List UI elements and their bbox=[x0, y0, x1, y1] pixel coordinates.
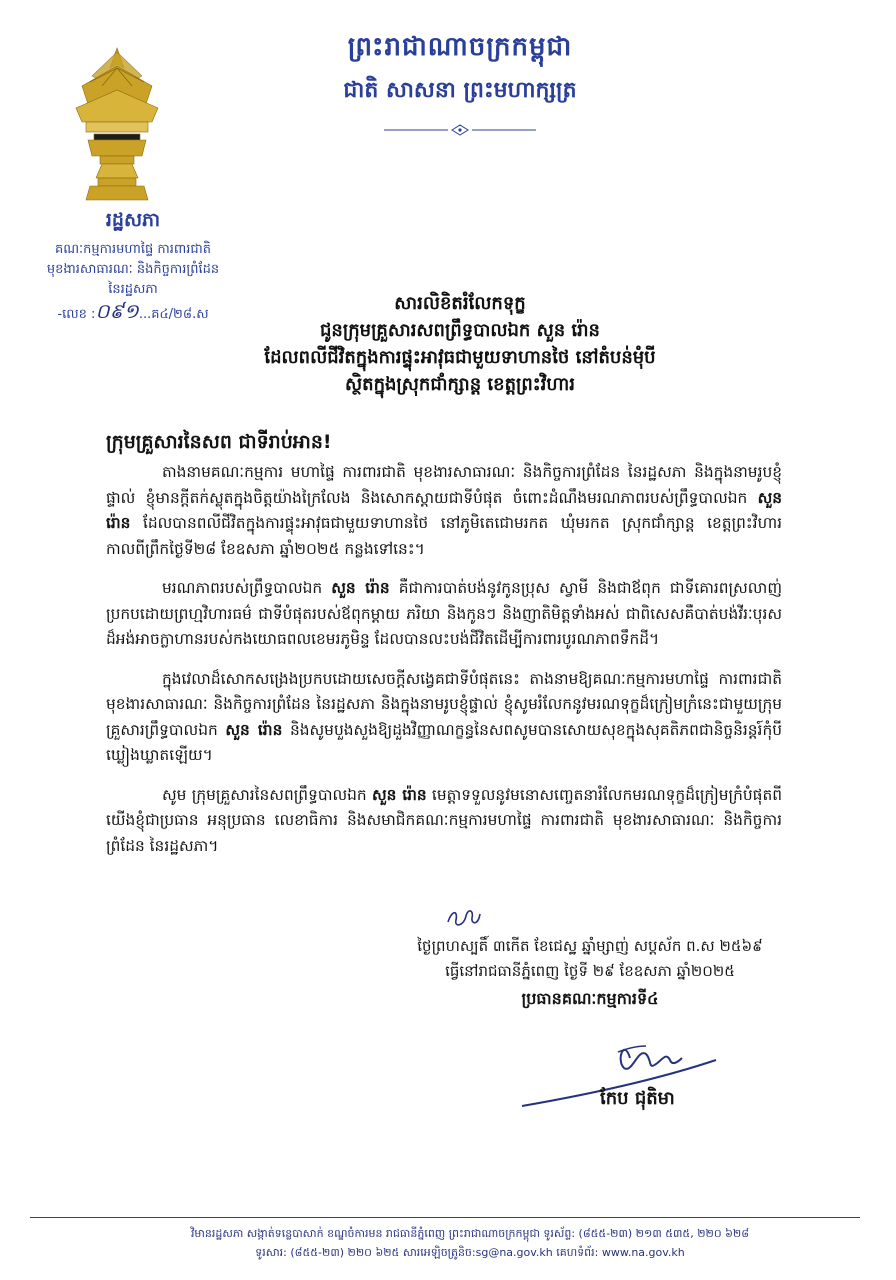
org-line-2: មុខងារសាធារណៈ និងកិច្ចការព្រំដែន bbox=[46, 262, 220, 277]
paragraph-4 bbox=[106, 783, 782, 860]
p4-text-a: សូម ក្រុមគ្រួសារនៃសពព្រឹទ្ធបាលឯក bbox=[162, 785, 372, 804]
org-name: រដ្ឋសភា bbox=[105, 209, 161, 231]
handwritten-initial-icon bbox=[444, 904, 484, 932]
p1-deceased-name: សួន រ៉ោន bbox=[106, 488, 782, 532]
ref-number-handwritten: ០៩១ bbox=[95, 299, 139, 323]
title-line-3: ដែលពលីជីវិតក្នុងការផ្ទុះអាវុធជាមួយទាហានថៃ នៅតំបន់មុំបី bbox=[264, 347, 656, 368]
p2-text-a: មរណភាពរបស់ព្រឹទ្ធបាលឯក bbox=[162, 579, 332, 597]
p3-text-b: និងសូមបួងសួងឱ្យដួងវិញ្ញាណក្ខន្ធនៃសពសូមបានសោយសុខក្នុងសុគតិភពជានិច្ចនិរន្តរ៍កុំបីឃ្លៀងឃ្លាតឡើយ។ bbox=[106, 720, 782, 764]
lunar-date: ថ្ងៃព្រហស្បតិ៍ ៣កើត ខែជេស្ឋ ឆ្នាំម្សាញ់ សប្តស័ក ព.ស ២៥៦៩ bbox=[417, 937, 763, 955]
p2-deceased-name: សួន រ៉ោន bbox=[331, 579, 390, 597]
footer-divider bbox=[30, 1217, 860, 1218]
footer-fax-email-web: ទូរសារ: (៨៥៥-២៣) ២២០ ៦២៥ សារអេឡិចត្រូនិច:sg@na.gov.kh គេហទំព័រ: www.na.gov.kh bbox=[255, 1246, 685, 1259]
title-line-1: សារលិខិតរំលែកទុក្ខ bbox=[394, 293, 526, 314]
p4-text-b: មេត្តាទទួលនូវមនោសញ្ចេតនារំលែកមរណទុក្ខដ៏ក្រៀមក្រំបំផុតពីយើងខ្ញុំជាប្រធាន អនុប្រធាន លេខាធិការ និងសមាជិកគណៈកម្មការមហាផ្ទៃ ការពារជាតិ មុខងារសាធារណៈ និងកិច្ចការព្រំដែន នៃរដ្ឋសភា។ bbox=[106, 785, 782, 855]
royal-emblem-icon bbox=[72, 46, 162, 202]
paragraph-2 bbox=[106, 576, 782, 653]
ref-prefix: -លេខ : bbox=[57, 307, 96, 322]
title-line-4: ស្ថិតក្នុងស្រុកជាំក្សាន្ត ខេត្តព្រះវិហារ bbox=[345, 374, 575, 395]
p3-deceased-name: សួន រ៉ោន bbox=[225, 720, 283, 739]
p1-text-b: ដែលបានពលីជីវិតក្នុងការផ្ទុះអាវុធជាមួយទាហានថៃ នៅភូមិតេជោមរកត ឃុំមរកត ស្រុកជាំក្សាន្ត ខេត្តព្រះវិហារ កាលពីព្រឹកថ្ងៃទី២៨ ខែឧសភា ឆ្នាំ២០២៥ កន្លងទៅនេះ។ bbox=[106, 514, 782, 558]
ref-suffix: ...គ៤/២៨.ស bbox=[138, 307, 209, 322]
org-line-1: គណៈកម្មការមហាផ្ទៃ ការពារជាតិ bbox=[55, 242, 211, 257]
footer-contact bbox=[90, 1224, 850, 1262]
p1-text-a: តាងនាមគណៈកម្មការ មហាផ្ទៃ ការពារជាតិ មុខងារសាធារណៈ និងកិច្ចការព្រំដែន នៃរដ្ឋសភា និងក្នុងនាមរូបខ្ញុំផ្ទាល់ ខ្ញុំមានក្ដីតក់ស្លុតក្នុងចិត្តយ៉ាងក្រៃលែង និងសោកស្ដាយជាទីបំផុត ចំពោះដំណឹងមរណភាពរបស់ព្រឹទ្ធបាលឯក bbox=[106, 463, 782, 507]
paragraph-3 bbox=[106, 667, 782, 769]
national-motto: ជាតិ សាសនា ព្រះមហាក្សត្រ bbox=[343, 78, 577, 103]
paragraph-1 bbox=[106, 460, 782, 562]
footer-address: វិមានរដ្ឋសភា សង្កាត់ទន្លេបាសាក់ ខណ្ឌចំការមន រាជធានីភ្នំពេញ ព្រះរាជាណាចក្រកម្ពុជា ទូរស័ព្ទ: (៨៥៥-២៣) ២១៣ ៥៣៥, ២២០ ៦២៨ bbox=[190, 1227, 750, 1240]
letter-title bbox=[150, 290, 770, 398]
org-line-3: នៃរដ្ឋសភា bbox=[108, 282, 158, 297]
date-block bbox=[380, 934, 800, 1011]
letter-body bbox=[106, 460, 782, 873]
p3-text-a: ក្នុងវេលាដ៏សោកសង្រេងប្រកបដោយសេចក្ដីសង្វេគជាទីបំផុតនេះ តាងនាមឱ្យគណៈកម្មការមហាផ្ទៃ ការពារជាតិ មុខងារសាធារណៈ និងកិច្ចការព្រំដែន នៃរដ្ឋសភា និងក្នុងនាមរូបខ្ញុំផ្ទាល់ ខ្ញុំសូមរំលែកនូវមរណទុក្ខដ៏ក្រៀមក្រំនេះជាមួយក្រុមគ្រួសារព្រឹទ្ធបាលឯក bbox=[106, 669, 782, 739]
signer-name: កែប ជុតិមា bbox=[600, 1088, 675, 1109]
title-line-2: ជូនក្រុមគ្រួសារសពព្រឹទ្ធបាលឯក សួន រ៉ោន bbox=[320, 320, 600, 341]
signatory-title: ប្រធានគណៈកម្មការទី៤ bbox=[521, 989, 659, 1008]
solar-date: ធ្វើនៅរាជធានីភ្នំពេញ ថ្ងៃទី ២៩ ខែឧសភា ឆ្នាំ២០២៥ bbox=[445, 962, 735, 980]
p4-deceased-name: សួន រ៉ោន bbox=[372, 785, 427, 804]
divider-ornament-icon bbox=[380, 122, 540, 138]
salutation: ក្រុមគ្រួសារនៃសព ជាទីរាប់អាន! bbox=[106, 431, 332, 453]
p2-text-b: គឺជាការបាត់បង់នូវកូនប្រុស ស្វាមី និងជាឪពុក ជាទីគោរពស្រលាញ់ ប្រកបដោយព្រហ្មវិហារធម៌ ជាទីបំផុតរបស់ឪពុកម្ដាយ ភរិយា និងកូនៗ និងញាតិមិត្តទាំងអស់ ជាពិសេសគឺបាត់បង់វីរៈបុរសដ៏អង់អាចក្លាហានរបស់កងយោធពលខេមរភូមិន្ទ ដែលបានលះបង់ជីវិតដើម្បីការពារបូរណភាពទឹកដី។ bbox=[106, 579, 782, 648]
kingdom-heading: ព្រះរាជាណាចក្រកម្ពុជា bbox=[347, 32, 573, 62]
